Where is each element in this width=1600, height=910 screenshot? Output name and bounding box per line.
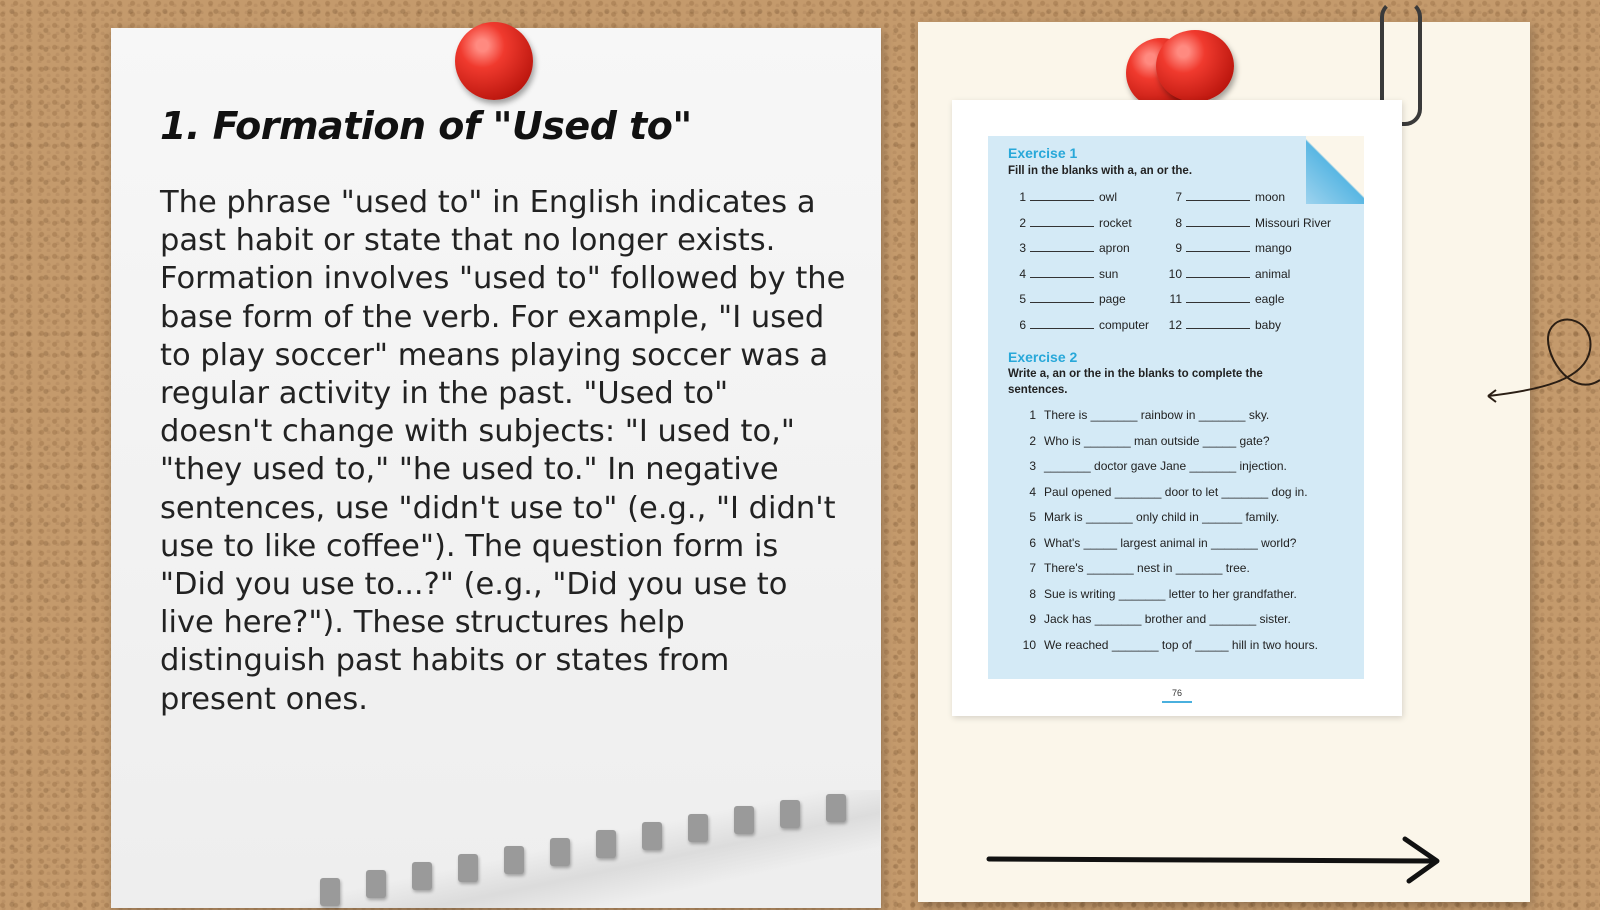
exercise2-item: 10 We reached _______ top of _____ hill in two hours. xyxy=(1022,638,1318,652)
exercise1-item: 4 sun xyxy=(1019,267,1119,281)
exercise2-item: 5 Mark is _______ only child in ______ family. xyxy=(1029,510,1280,524)
exercise1-item: 2 rocket xyxy=(1019,216,1132,230)
exercise1-item: 8 Missouri River xyxy=(1175,216,1332,230)
exercise2-item: 9 Jack has _______ brother and _______ sister. xyxy=(1029,612,1291,626)
exercise1-item: 11 eagle xyxy=(1169,292,1285,306)
push-pin-icon xyxy=(455,22,533,100)
exercise1-item: 9 mango xyxy=(1175,241,1292,255)
exercise2-item: 3 _______ doctor gave Jane _______ injection. xyxy=(1029,459,1287,473)
arrow-right-icon xyxy=(985,835,1445,885)
exercise1-item: 10 animal xyxy=(1168,267,1291,281)
exercise2-instruction: Write a, an or the in the blanks to complete the xyxy=(1008,368,1263,380)
exercise2-item: 8 Sue is writing _______ letter to her grandfather. xyxy=(1029,587,1297,601)
exercise2-item: 1 There is _______ rainbow in _______ sky. xyxy=(1029,408,1270,422)
push-pin-icon xyxy=(1156,30,1234,102)
exercise1-item: 5 page xyxy=(1019,292,1126,306)
exercise2-item: 2 Who is _______ man outside _____ gate? xyxy=(1029,434,1270,448)
exercise1-title: Exercise 1 xyxy=(1008,145,1078,161)
exercise1-instruction: Fill in the blanks with a, an or the. xyxy=(1008,165,1193,177)
page-fold-corner xyxy=(1306,136,1364,204)
page-number: 76 xyxy=(1162,685,1192,703)
exercise1-item: 1 owl xyxy=(1019,190,1118,204)
exercise2-item: 7 There's _______ nest in _______ tree. xyxy=(1029,561,1250,575)
exercise2-instruction-cont: sentences. xyxy=(1008,384,1068,396)
exercise2-item: 6 What's _____ largest animal in _______ world? xyxy=(1029,536,1297,550)
torn-tabs xyxy=(320,800,880,900)
string-doodle-icon xyxy=(1480,310,1600,410)
exercise1-item: 12 baby xyxy=(1168,318,1282,332)
exercise1-item: 6 computer xyxy=(1019,318,1150,332)
page-title: 1. Formation of "Used to" xyxy=(160,104,692,148)
exercise1-item: 7 moon xyxy=(1175,190,1286,204)
exercise1-item: 3 apron xyxy=(1019,241,1130,255)
explanation-text: The phrase "used to" in English indicates a past habit or state that no longer exists. Formation involves "used to" followed by the base form of the verb. For example, "I used to play soccer" means playing soccer was a regular activity in the past. "Used to" doesn't change with subjects: "I used to," "they used to," "he used to." In negative sentences, use "didn't use to" (e.g., "I didn't use to like coffee"). The question form is "Did you use to...?" (e.g., "Did you use to live here?"). These structures help distinguish past habits or states from present ones. xyxy=(160,185,846,717)
exercise2-title: Exercise 2 xyxy=(1008,349,1078,365)
exercise2-item: 4 Paul opened _______ door to let _______ dog in. xyxy=(1029,485,1308,499)
